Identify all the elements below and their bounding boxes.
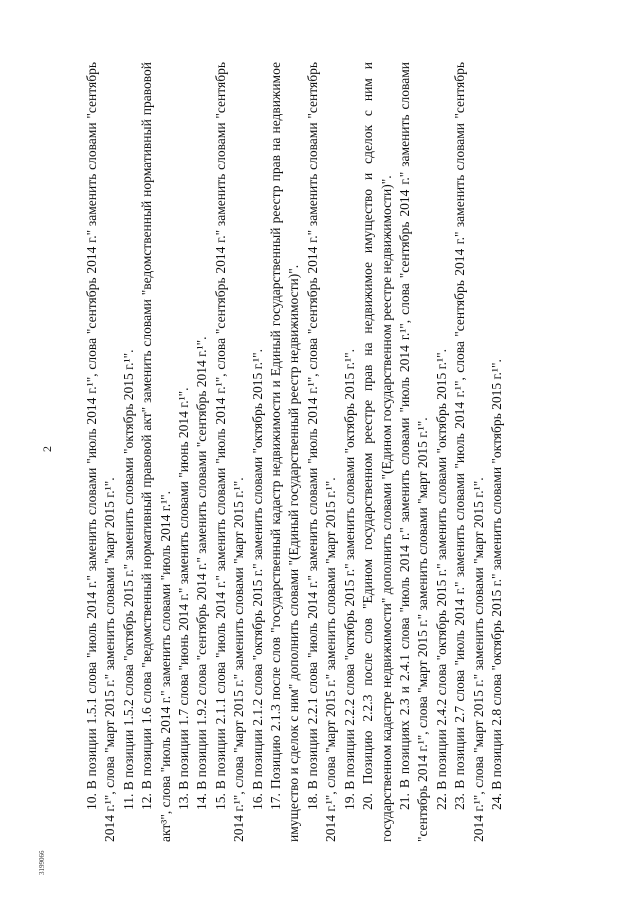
amendment-item-18: 18. В позиции 2.2.1 слова "июль 2014 г." заменить словами "июль 2014 г.¹", слова "сентябрь 2014 г." заменить словами "сентябрь 2014 г.¹", слова "март 2015 г." заменить словами "март 2015 г.¹". xyxy=(304,62,339,842)
amendment-item-15: 15. В позиции 2.1.1 слова "июль 2014 г." заменить словами "июль 2014 г.¹", слова "сентябрь 2014 г." заменить словами "сентябрь 2014 г.¹", слова "март 2015 г." заменить словами "март 2015 г.¹". xyxy=(212,62,247,842)
amendment-item-23: 23. В позиции 2.7 слова "июль 2014 г." заменить словами "июль 2014 г.¹", слова "сентябрь 2014 г." заменить словами "сентябрь 2014 г.¹", слова "март 2015 г." заменить словами "март 2015 г.¹". xyxy=(452,62,486,842)
amendment-item-20: 20. Позицию 2.2.3 после слов "Едином государственном реестре прав на недвижимое имущество и сделок с ним и государственном кадастре недвижимости" дополнить словами "(Едином государственном реестре недвижимости)". xyxy=(360,62,394,842)
amendment-item-10: 10. В позиции 1.5.1 слова "июль 2014 г." заменить словами "июль 2014 г.¹", слова "сентябрь 2014 г." заменить словами "сентябрь 2014 г.¹", слова "март 2015 г." заменить словами "март 2015 г.¹". xyxy=(84,62,118,842)
amendment-item-14: 14. В позиции 1.9.2 слова "сентябрь 2014 г." заменить словами "сентябрь 2014 г.¹". xyxy=(194,336,210,810)
amendment-item-22: 22. В позиции 2.4.2 слова "октябрь 2015 г." заменить словами "октябрь 2015 г.¹". xyxy=(433,349,449,810)
amendment-item-11: 11. В позиции 1.5.2 слова "октябрь 2015 г." заменить словами "октябрь 2015 г.¹". xyxy=(120,349,136,810)
document-code: 3199066 xyxy=(38,850,46,875)
amendment-item-21: 21. В позициях 2.3 и 2.4.1 слова "июль 2014 г." заменить словами "июль 2014 г.¹", слова "сентябрь 2014 г." заменить словами "сентябрь 2014 г.¹", слова "март 2015 г." заменить словами "март 2015 г.¹". xyxy=(396,62,431,842)
amendment-item-19: 19. В позиции 2.2.2 слова "октябрь 2015 г." заменить словами "октябрь 2015 г.¹". xyxy=(341,349,357,810)
amendment-item-13: 13. В позиции 1.7 слова "июнь 2014 г." заменить словами "июнь 2014 г.¹". xyxy=(176,387,192,810)
amendment-item-17: 17. Позицию 2.1.3 после слов "государственный кадастр недвижимости и Единый государственный реестр прав на недвижимое имущество и сделок с ним" дополнить словами "(Единый государственный реестр недвижимости)". xyxy=(268,62,302,842)
amendment-item-24: 24. В позиции 2.8 слова "октябрь 2015 г." заменить словами "октябрь 2015 г.¹". xyxy=(488,359,504,810)
amendment-item-16: 16. В позиции 2.1.2 слова "октябрь 2015 г." заменить словами "октябрь 2015 г.¹". xyxy=(249,349,265,810)
amendment-list xyxy=(83,62,506,842)
amendment-item-12: 12. В позиции 1.6 слова "ведомственный нормативный правовой акт" заменить словами "ведомственный нормативный правовой акт³", слова "июль 2014 г." заменить словами "июль 2014 г.¹". xyxy=(139,62,173,842)
page-number: 2 xyxy=(40,446,54,452)
